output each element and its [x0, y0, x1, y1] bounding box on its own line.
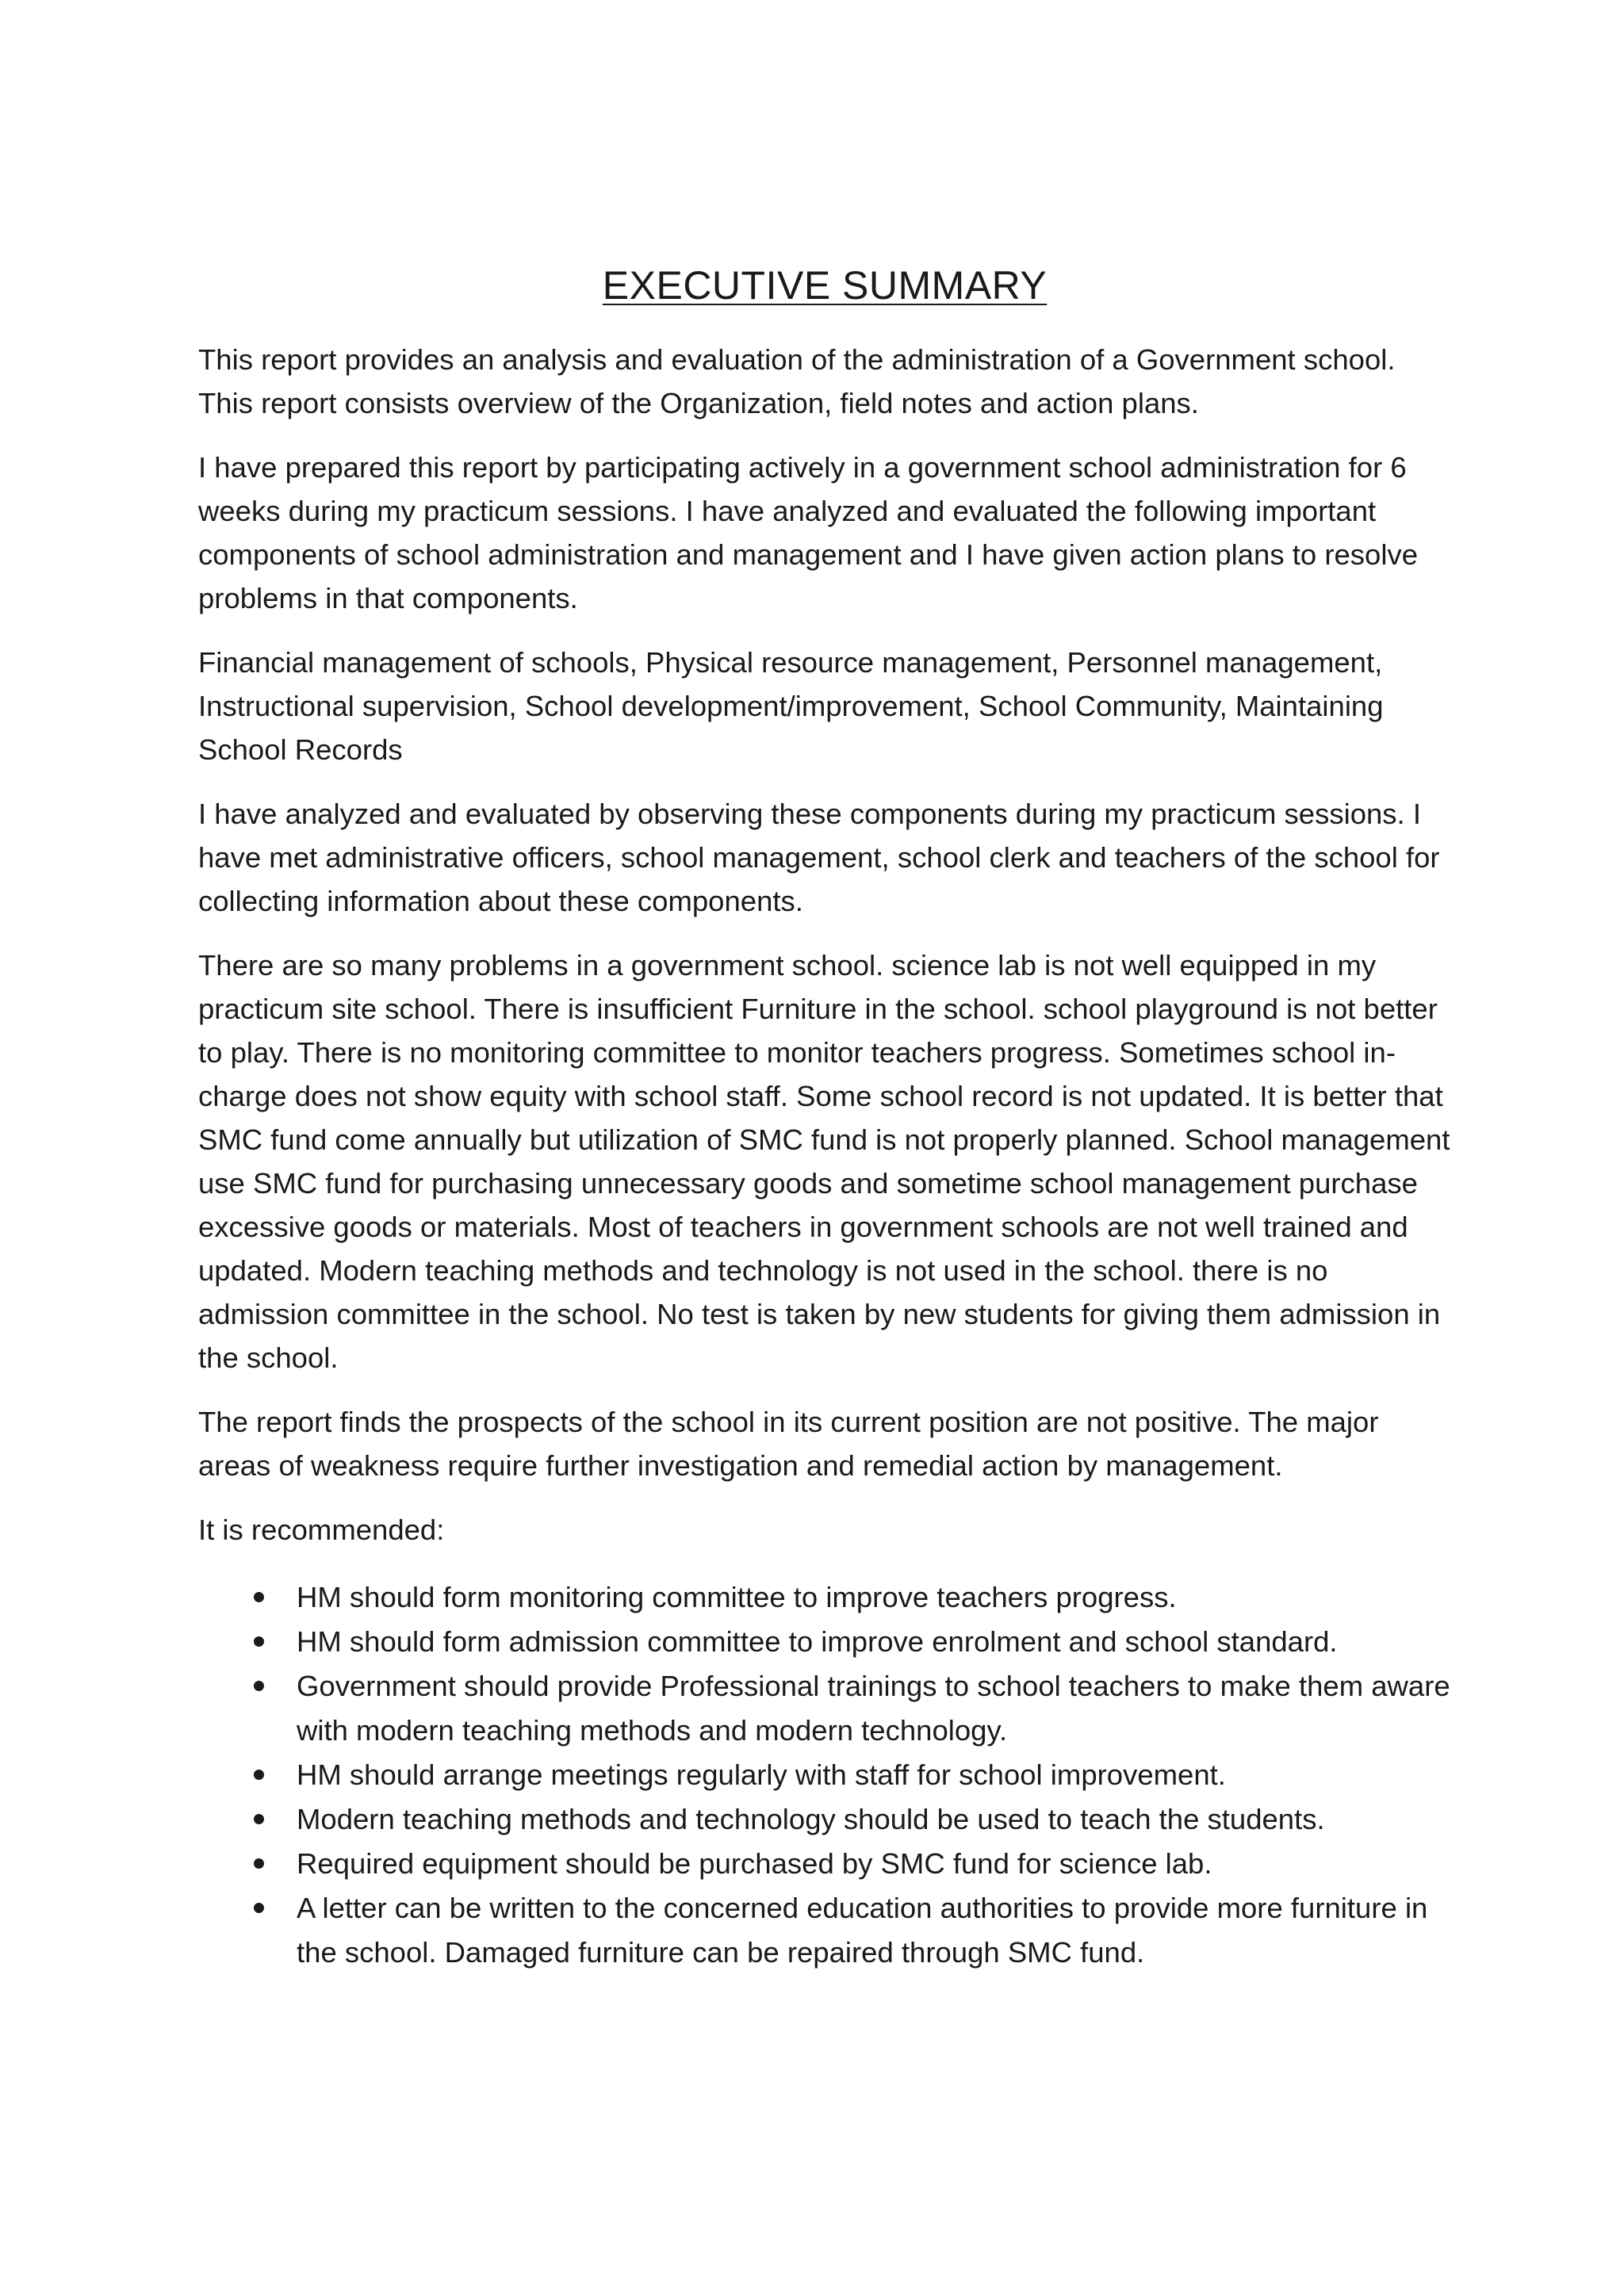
list-item-text: Modern teaching methods and technology should be used to teach the students.	[297, 1803, 1325, 1835]
list-item-text: HM should form admission committee to improve enrolment and school standard.	[297, 1625, 1338, 1658]
document-page	[198, 262, 1451, 1975]
bullet-icon	[254, 1636, 264, 1647]
list-item	[198, 1575, 1451, 1620]
paragraph-intro: This report provides an analysis and evaluation of the administration of a Government school. This report consists overview of the Organization, field notes and action plans.	[198, 343, 1396, 419]
document-title: EXECUTIVE SUMMARY	[602, 263, 1048, 308]
paragraph-problems: There are so many problems in a government school. science lab is not well equipped in my practicum site school. There is insufficient Furniture in the school. school playground is not better to play. There is no monitoring committee to monitor teachers progress. Sometimes school in-charge does not show equity with school staff. Some school record is not updated. It is better that SMC fund come annually but utilization of SMC fund is not properly planned. School management use SMC fund for purchasing unnecessary goods and sometime school management purchase excessive goods or materials. Most of teachers in government schools are not well trained and updated. Modern teaching methods and technology is not used in the school. there is no admission committee in the school. No test is taken by new students for giving them admission in the school.	[198, 949, 1450, 1374]
list-item	[198, 1842, 1451, 1886]
bullet-icon	[254, 1814, 264, 1824]
bullet-icon	[254, 1903, 264, 1913]
list-item-text: HM should form monitoring committee to improve teachers progress.	[297, 1581, 1177, 1613]
bullet-icon	[254, 1858, 264, 1869]
paragraph-components: Financial management of schools, Physical resource management, Personnel management, Instructional supervision, School development/improvement, School Community, Maintaining School Records	[198, 646, 1384, 766]
list-item-text: Government should provide Professional trainings to school teachers to make them aware with modern teaching methods and modern technology.	[297, 1670, 1450, 1747]
paragraph-method: I have analyzed and evaluated by observing these components during my practicum sessions. I have met administrative officers, school management, school clerk and teachers of the school for collecting information about these components.	[198, 798, 1440, 917]
list-item-text: A letter can be written to the concerned education authorities to provide more furniture in the school. Damaged furniture can be repaired through SMC fund.	[297, 1892, 1428, 1969]
paragraph-preparation: I have prepared this report by participating actively in a government school administration for 6 weeks during my practicum sessions. I have analyzed and evaluated the following important components of school administration and management and I have given action plans to resolve problems in that components.	[198, 451, 1418, 614]
list-item	[198, 1753, 1451, 1797]
list-item	[198, 1620, 1451, 1664]
recommendations-list	[198, 1575, 1451, 1975]
list-item	[198, 1886, 1451, 1975]
bullet-icon	[254, 1681, 264, 1691]
list-item-text: Required equipment should be purchased by SMC fund for science lab.	[297, 1847, 1212, 1880]
bullet-icon	[254, 1770, 264, 1780]
list-item	[198, 1664, 1451, 1753]
bullet-icon	[254, 1592, 264, 1602]
paragraph-findings: The report finds the prospects of the school in its current position are not positive. The major areas of weakness require further investigation and remedial action by management.	[198, 1406, 1379, 1482]
paragraph-recommended-intro: It is recommended:	[198, 1513, 445, 1546]
list-item-text: HM should arrange meetings regularly with staff for school improvement.	[297, 1758, 1226, 1791]
list-item	[198, 1797, 1451, 1842]
